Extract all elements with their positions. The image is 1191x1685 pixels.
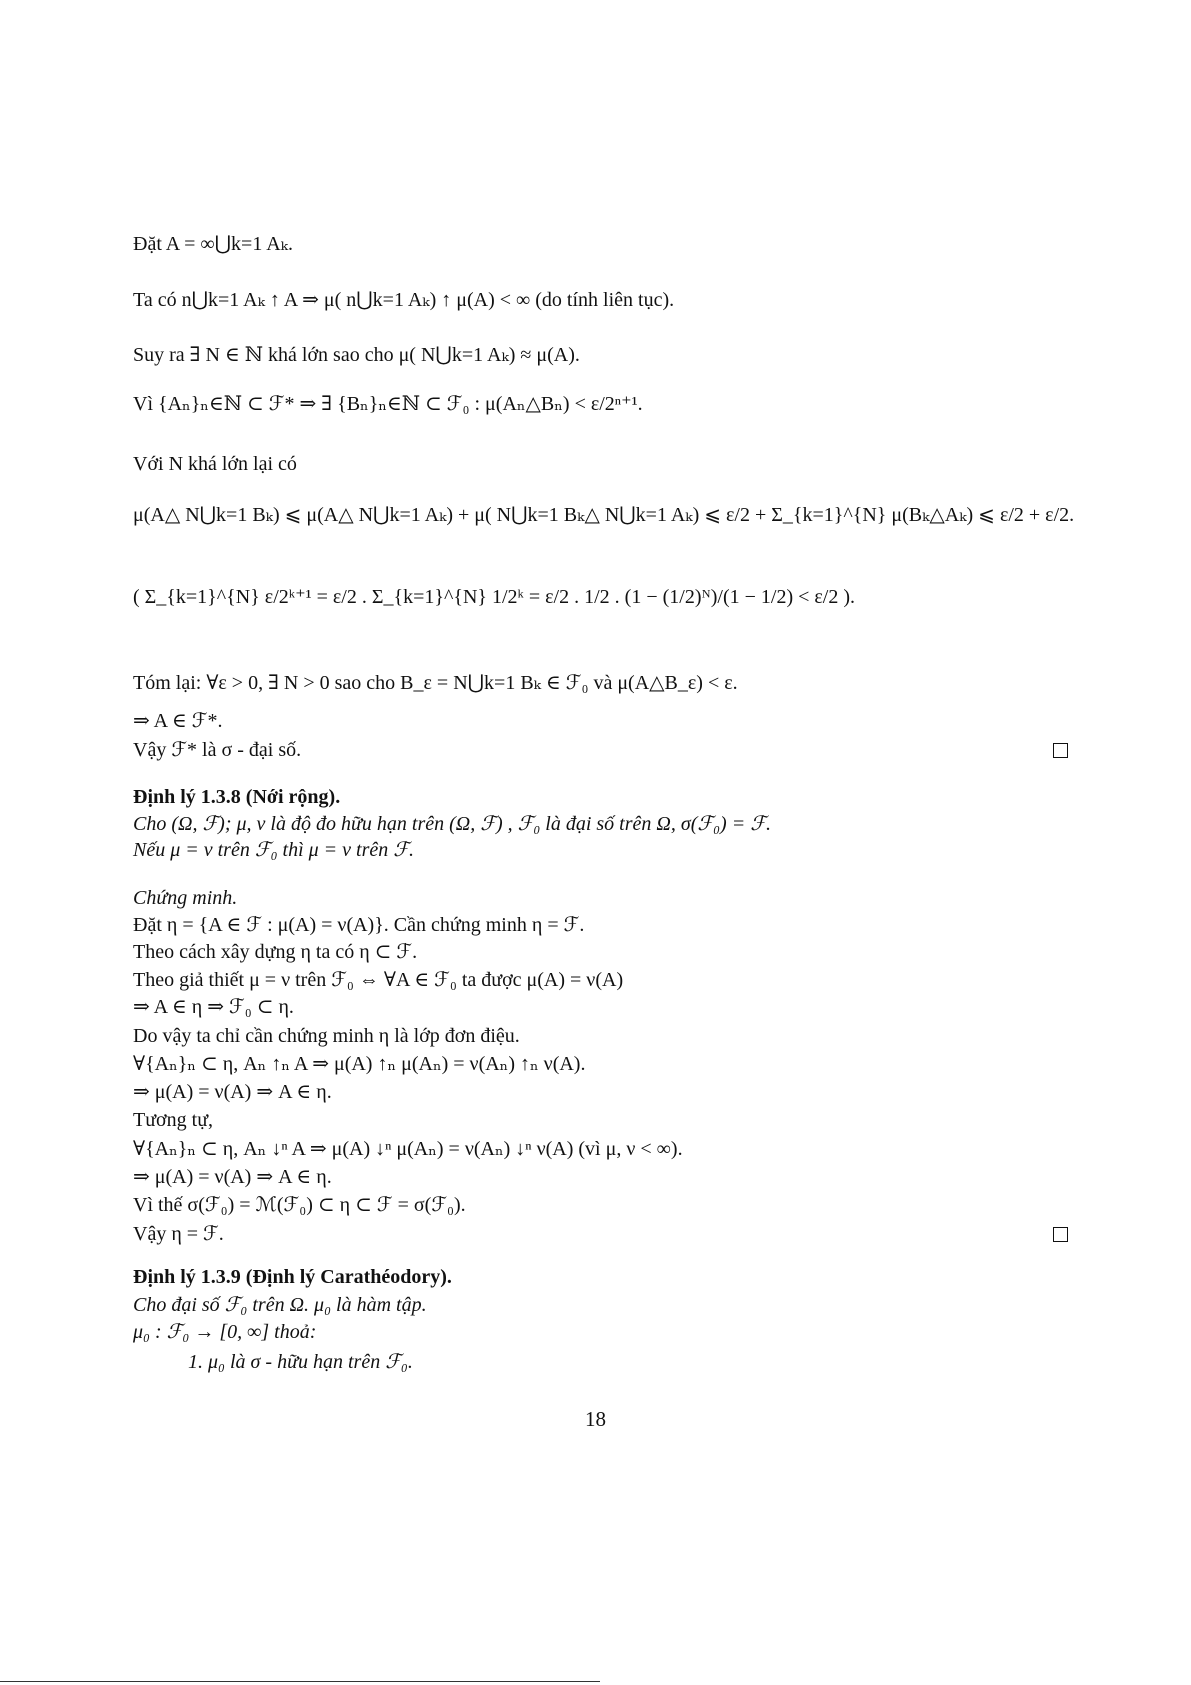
theorem-list-item: 1. μ₀ là σ - hữu hạn trên ℱ₀. — [188, 1351, 413, 1373]
text-line: Suy ra ∃ N ∈ ℕ khá lớn sao cho μ( N⋃k=1 Aₖ) ≈ μ(A). — [133, 344, 580, 366]
text-line: Theo cách xây dựng η ta có η ⊂ ℱ. — [133, 941, 418, 963]
text-line: Vì {Aₙ}ₙ∈ℕ ⊂ ℱ* ⇒ ∃ {Bₙ}ₙ∈ℕ ⊂ ℱ₀ : μ(Aₙ△Bₙ) < ε/2ⁿ⁺¹. — [133, 393, 643, 415]
text-line: ⇒ μ(A) = ν(A) ⇒ A ∈ η. — [133, 1166, 332, 1188]
theorem-statement: μ₀ : ℱ₀ → [0, ∞] thoả: — [133, 1321, 317, 1343]
text-line: ⇒ μ(A) = ν(A) ⇒ A ∈ η. — [133, 1081, 332, 1103]
page-number: 18 — [585, 1407, 606, 1431]
qed-box — [1053, 743, 1068, 758]
text-line: ∀{Aₙ}ₙ ⊂ η, Aₙ ↑ₙ A ⇒ μ(A) ↑ₙ μ(Aₙ) = ν(Aₙ) ↑ₙ ν(A). — [133, 1053, 586, 1075]
theorem-heading: Định lý 1.3.9 (Định lý Carathéodory). — [133, 1266, 452, 1288]
text-line: Theo giả thiết μ = ν trên ℱ₀ ⇔ ∀A ∈ ℱ₀ ta được μ(A) = ν(A) — [133, 969, 624, 991]
text-line: Đặt A = ∞⋃k=1 Aₖ. — [133, 233, 293, 255]
theorem-heading: Định lý 1.3.8 (Nới rộng). — [133, 786, 341, 808]
text-line: Ta có n⋃k=1 Aₖ ↑ A ⇒ μ( n⋃k=1 Aₖ) ↑ μ(A) < ∞ (do tính liên tục). — [133, 289, 675, 311]
text-line: ⇒ A ∈ ℱ*. — [133, 710, 223, 732]
proof-heading: Chứng minh. — [133, 887, 238, 909]
theorem-statement: Nếu μ = ν trên ℱ₀ thì μ = ν trên ℱ. — [133, 839, 414, 861]
text-line: Tóm lại: ∀ε > 0, ∃ N > 0 sao cho B_ε = N⋃k=1 Bₖ ∈ ℱ₀ và μ(A△B_ε) < ε. — [133, 672, 738, 694]
text-line: Vậy ℱ* là σ - đại số. — [133, 739, 302, 761]
equation: μ(A△ N⋃k=1 Bₖ) ⩽ μ(A△ N⋃k=1 Aₖ) + μ( N⋃k=1 Bₖ△ N⋃k=1 Aₖ) ⩽ ε/2 + Σ_{k=1}^{N} μ(Bₖ△Aₖ) ⩽ ε/2 + ε/2. — [133, 504, 1075, 526]
text-line: Tương tự, — [133, 1109, 214, 1131]
bottom-rule — [0, 1681, 600, 1682]
text-line: Vậy η = ℱ. — [133, 1223, 224, 1245]
text-line: Vì thế σ(ℱ₀) = ℳ(ℱ₀) ⊂ η ⊂ ℱ = σ(ℱ₀). — [133, 1194, 466, 1216]
theorem-statement: Cho (Ω, ℱ); μ, ν là độ đo hữu hạn trên (Ω, ℱ) , ℱ₀ là đại số trên Ω, σ(ℱ₀) = ℱ. — [133, 813, 771, 835]
text-line: Với N khá lớn lại có — [133, 453, 297, 475]
text-line: Do vậy ta chỉ cần chứng minh η là lớp đơn điệu. — [133, 1025, 520, 1047]
qed-box — [1053, 1227, 1068, 1242]
theorem-statement: Cho đại số ℱ₀ trên Ω. μ₀ là hàm tập. — [133, 1294, 427, 1316]
equation: ( Σ_{k=1}^{N} ε/2ᵏ⁺¹ = ε/2 . Σ_{k=1}^{N} 1/2ᵏ = ε/2 . 1/2 . (1 − (1/2)ᴺ)/(1 − 1/2) < ε/2 ). — [133, 586, 855, 608]
text-line: ⇒ A ∈ η ⇒ ℱ₀ ⊂ η. — [133, 996, 294, 1018]
text-line: ∀{Aₙ}ₙ ⊂ η, Aₙ ↓ⁿ A ⇒ μ(A) ↓ⁿ μ(Aₙ) = ν(Aₙ) ↓ⁿ ν(A) (vì μ, ν < ∞). — [133, 1138, 683, 1160]
text-line: Đặt η = {A ∈ ℱ : μ(A) = ν(A)}. Cần chứng minh η = ℱ. — [133, 914, 585, 936]
